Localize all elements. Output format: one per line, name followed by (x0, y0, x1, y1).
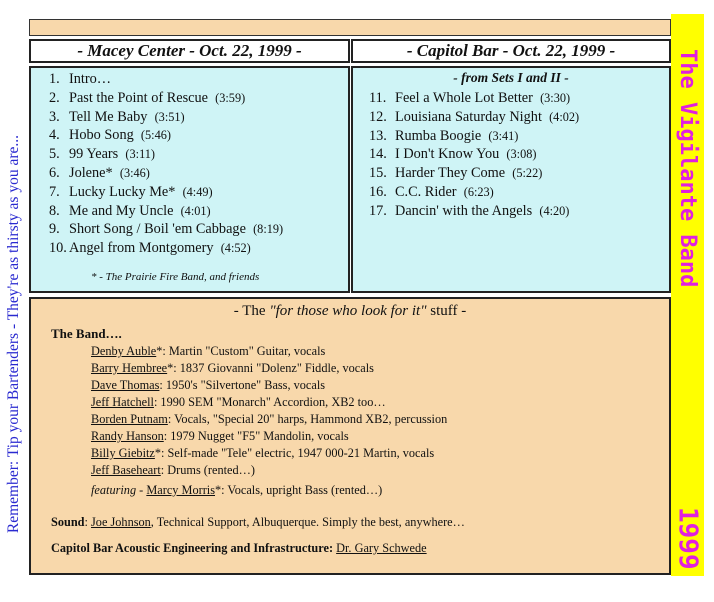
track-item (369, 202, 579, 221)
track-number: 16. (369, 183, 387, 200)
track-item (49, 220, 283, 239)
liner-notes-panel (29, 297, 671, 575)
track-duration: (6:23) (463, 184, 494, 199)
year (671, 502, 704, 574)
track-duration: (8:19) (253, 222, 284, 237)
sound-colon: : (84, 515, 92, 529)
track-item (49, 202, 283, 221)
engineering-credit (51, 541, 427, 556)
track-item (49, 89, 283, 108)
tracklist-right (369, 89, 579, 221)
track-duration: (4:52) (220, 241, 251, 256)
member-name: Randy Hanson (91, 429, 164, 443)
track-number: 5. (49, 146, 60, 163)
track-duration: (3:30) (540, 91, 571, 105)
track-title: Hobo Song (69, 127, 134, 144)
track-number: 10. (49, 240, 67, 257)
track-title: Feel a Whole Lot Better (395, 90, 533, 106)
track-duration: (3:41) (488, 128, 519, 143)
member-desc: : Drums (rented…) (160, 463, 256, 477)
track-number: 13. (369, 127, 387, 144)
track-number: 12. (369, 108, 387, 125)
side-note (2, 70, 26, 598)
notes-heading (31, 303, 669, 320)
engineering-name: Dr. Gary Schwede (336, 541, 427, 555)
track-title: Louisiana Saturday Night (395, 108, 542, 125)
track-title: 99 Years (69, 146, 119, 163)
notes-heading-post: stuff - (426, 303, 467, 319)
track-item (49, 164, 283, 183)
sound-name: Joe Johnson (91, 515, 151, 529)
track-item (369, 89, 579, 108)
track-number: 14. (369, 146, 387, 163)
band-title (671, 20, 704, 316)
member-name: Jeff Hatchell (91, 395, 154, 409)
track-title: Intro… (69, 71, 112, 87)
track-duration: (3:11) (125, 147, 156, 162)
track-duration: (5:22) (512, 166, 543, 181)
band-title-bar (671, 14, 704, 576)
track-item (369, 164, 579, 183)
member-desc: : Vocals, "Special 20" harps, Hammond XB2, percussion (167, 412, 448, 426)
track-title: Short Song / Boil 'em Cabbage (69, 221, 246, 238)
track-title: Lucky Lucky Me* (69, 183, 176, 200)
member-desc: : 1990 SEM "Monarch" Accordion, XB2 too… (153, 395, 386, 409)
track-number: 17. (369, 202, 387, 219)
track-title: Past the Point of Rescue (69, 89, 208, 106)
track-duration: (4:02) (549, 109, 580, 124)
track-title: Jolene* (69, 164, 113, 181)
band-member (91, 428, 447, 445)
track-title: Rumba Boogie (395, 127, 482, 144)
band-member (91, 360, 447, 377)
tracklist-left (49, 70, 283, 258)
track-item (49, 126, 283, 145)
band-member (91, 394, 447, 411)
band-member (91, 377, 447, 394)
track-duration: (3:51) (154, 109, 185, 124)
side-note-text: Remember: Tip your Bartenders - They're as thirsty as you are... (5, 134, 22, 534)
track-duration: (3:08) (506, 147, 537, 162)
track-title: I Don't Know You (395, 146, 500, 163)
member-name: Billy Giebitz (91, 446, 155, 460)
notes-heading-pre: - The (233, 303, 270, 319)
member-name: Dave Thomas (91, 378, 160, 392)
featuring-name: Marcy Morris (146, 483, 215, 497)
notes-heading-italic: "for those who look for it" (269, 303, 427, 319)
track-title: Tell Me Baby (69, 108, 148, 125)
band-title-text: The Vigilante Band (675, 48, 700, 288)
track-duration: (3:46) (119, 165, 150, 180)
member-name: Borden Putnam (91, 412, 168, 426)
band-member (91, 411, 447, 428)
tracklist-panel-left (29, 66, 350, 293)
track-title: Angel from Montgomery (69, 240, 214, 257)
track-title: Harder They Come (395, 165, 506, 182)
member-name: Barry Hembree (91, 361, 168, 375)
band-member (91, 462, 447, 479)
venue-header-left: - Macey Center - Oct. 22, 1999 - (29, 39, 350, 63)
year-text: 1999 (672, 506, 703, 570)
track-number: 8. (49, 202, 60, 219)
member-desc: *: 1837 Giovanni "Dolenz" Fiddle, vocals (167, 361, 374, 375)
venue-header-right: - Capitol Bar - Oct. 22, 1999 - (351, 39, 671, 63)
track-duration: (5:46) (140, 128, 171, 143)
engineering-label: Capitol Bar Acoustic Engineering and Infrastructure (51, 541, 329, 555)
track-title: Dancin' with the Angels (395, 202, 533, 219)
band-member (91, 343, 447, 360)
featuring-label: featuring (91, 483, 137, 497)
track-number: 7. (49, 183, 60, 200)
track-item (49, 108, 283, 127)
featuring-line (91, 483, 382, 498)
track-duration: (4:49) (182, 184, 213, 199)
featuring-desc: *: Vocals, upright Bass (rented…) (215, 483, 383, 497)
sound-label: Sound (51, 515, 85, 529)
member-desc: : 1950's "Silvertone" Bass, vocals (159, 378, 326, 392)
track-title: C.C. Rider (395, 183, 457, 200)
track-number: 4. (49, 127, 60, 144)
track-item (369, 108, 579, 127)
track-number: 15. (369, 165, 387, 182)
member-desc: : 1979 Nugget "F5" Mandolin, vocals (163, 429, 349, 443)
track-item (369, 145, 579, 164)
track-item (369, 183, 579, 202)
member-name: Jeff Baseheart (91, 463, 161, 477)
track-number: 6. (49, 164, 60, 181)
track-duration: (3:59) (215, 90, 246, 105)
member-name: Denby Auble (91, 344, 157, 358)
engineering-colon: : (328, 541, 337, 555)
member-desc: *: Martin "Custom" Guitar, vocals (156, 344, 326, 358)
top-strip (29, 19, 671, 36)
track-number: 2. (49, 89, 60, 106)
track-item (49, 183, 283, 202)
track-duration: (4:20) (539, 203, 570, 218)
member-desc: *: Self-made "Tele" electric, 1947 000-21 Martin, vocals (154, 446, 435, 460)
track-title: Me and My Uncle (69, 202, 174, 219)
band-member (91, 445, 447, 462)
featuring-sep: - (136, 483, 147, 497)
track-item (369, 127, 579, 146)
track-number: 1. (49, 71, 60, 87)
track-item (49, 145, 283, 164)
band-members (91, 343, 447, 479)
track-item (49, 239, 283, 258)
footnote: * - The Prairie Fire Band, and friends (91, 271, 260, 283)
track-number: 3. (49, 108, 60, 125)
tracklist-panel-right (351, 66, 671, 293)
sets-header: - from Sets I and II - (453, 70, 569, 85)
sound-desc: , Technical Support, Albuquerque. Simply the best, anywhere… (150, 515, 465, 529)
track-duration: (4:01) (180, 203, 211, 218)
band-heading: The Band…. (51, 326, 122, 341)
sound-credit (51, 515, 465, 530)
track-number: 11. (369, 90, 387, 106)
track-item (49, 70, 283, 89)
track-number: 9. (49, 221, 60, 238)
